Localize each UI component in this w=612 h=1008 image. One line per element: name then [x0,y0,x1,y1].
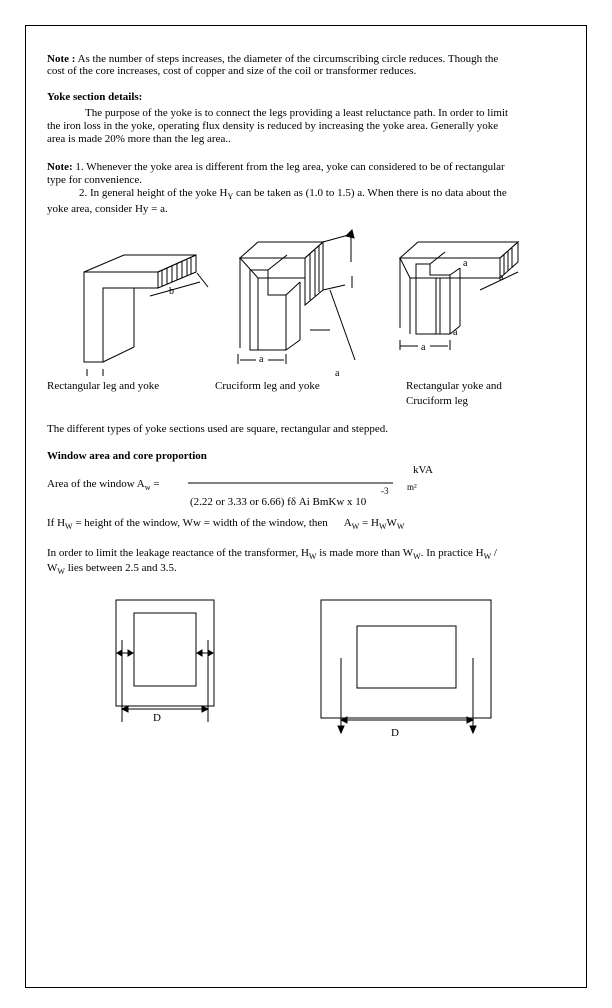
window-definition: If $H_W$ = height of the window, Ww = width of the window, then $A_W = H_WW_W$ [47,517,405,532]
note2-item2-line2: yoke area, consider Hy = a. [47,203,168,215]
yoke-line3: area is made 20% more than the leg area.. [47,133,231,145]
fig3-caption-line1: Rectangular yoke and [406,380,502,392]
fig2-dim-extra: a [335,368,340,379]
yoke-heading: Yoke section details: [47,91,143,103]
leakage-line2: $W_W$ lies between 2.5 and 3.5. [47,562,177,577]
fig3-dim-a2: a [499,272,504,283]
fig2-caption: Cruciform leg and yoke [215,380,320,392]
formula-numerator: kVA [413,464,433,476]
formula-exponent: -3 [381,486,389,496]
note1-line2: cost of the core increases, cost of copper and size of the coil or transformer reduces. [47,65,417,77]
formula-unit: m² [407,482,417,492]
note2-line2: type for convenience. [47,174,142,186]
fig2-dim-a: a [259,354,264,365]
fig1-caption: Rectangular leg and yoke [47,380,160,392]
note2-line1: Note: 1. Whenever the yoke area is different from the leg area, yoke can considered to be of rectangular [47,161,505,173]
leakage-line1: In order to limit the leakage reactance of the transformer, $H_W$ is made more than $W_W$. In practice $H_W$ / [47,547,497,562]
window-heading: Window area and core proportion [47,450,207,462]
left-diagram-dim-d: D [153,712,161,724]
formula-denominator: (2.22 or 3.33 or 6.66) fδ Ai BmKw x 10 [190,496,367,508]
note2-item2: 2. In general height of the yoke $H_Y$ can be taken as (1.0 to 1.5) a. When there is no data about the [79,187,507,202]
right-diagram-dim-d: D [391,727,399,739]
yoke-line2: the iron loss in the yoke, operating flux density is reduced by increasing the yoke area. Generally yoke [47,120,499,132]
yoke-types-line: The different types of yoke sections used are square, rectangular and stepped. [47,423,388,435]
fig3-caption-line2: Cruciform leg [406,395,469,407]
fig1-dim-b: b [169,286,174,297]
formula-lhs: Area of the window $A_w$ = [47,478,160,493]
fig3-dim-a4: a [421,342,426,353]
note1-line1: Note : As the number of steps increases, the diameter of the circumscribing circle reduces. Though the [47,53,499,65]
yoke-paragraph: The purpose of the yoke is to connect the legs providing a least reluctance path. In order to limit [85,107,509,119]
fig3-dim-a1: a [463,258,468,269]
fig3-dim-a3: a [453,327,458,338]
